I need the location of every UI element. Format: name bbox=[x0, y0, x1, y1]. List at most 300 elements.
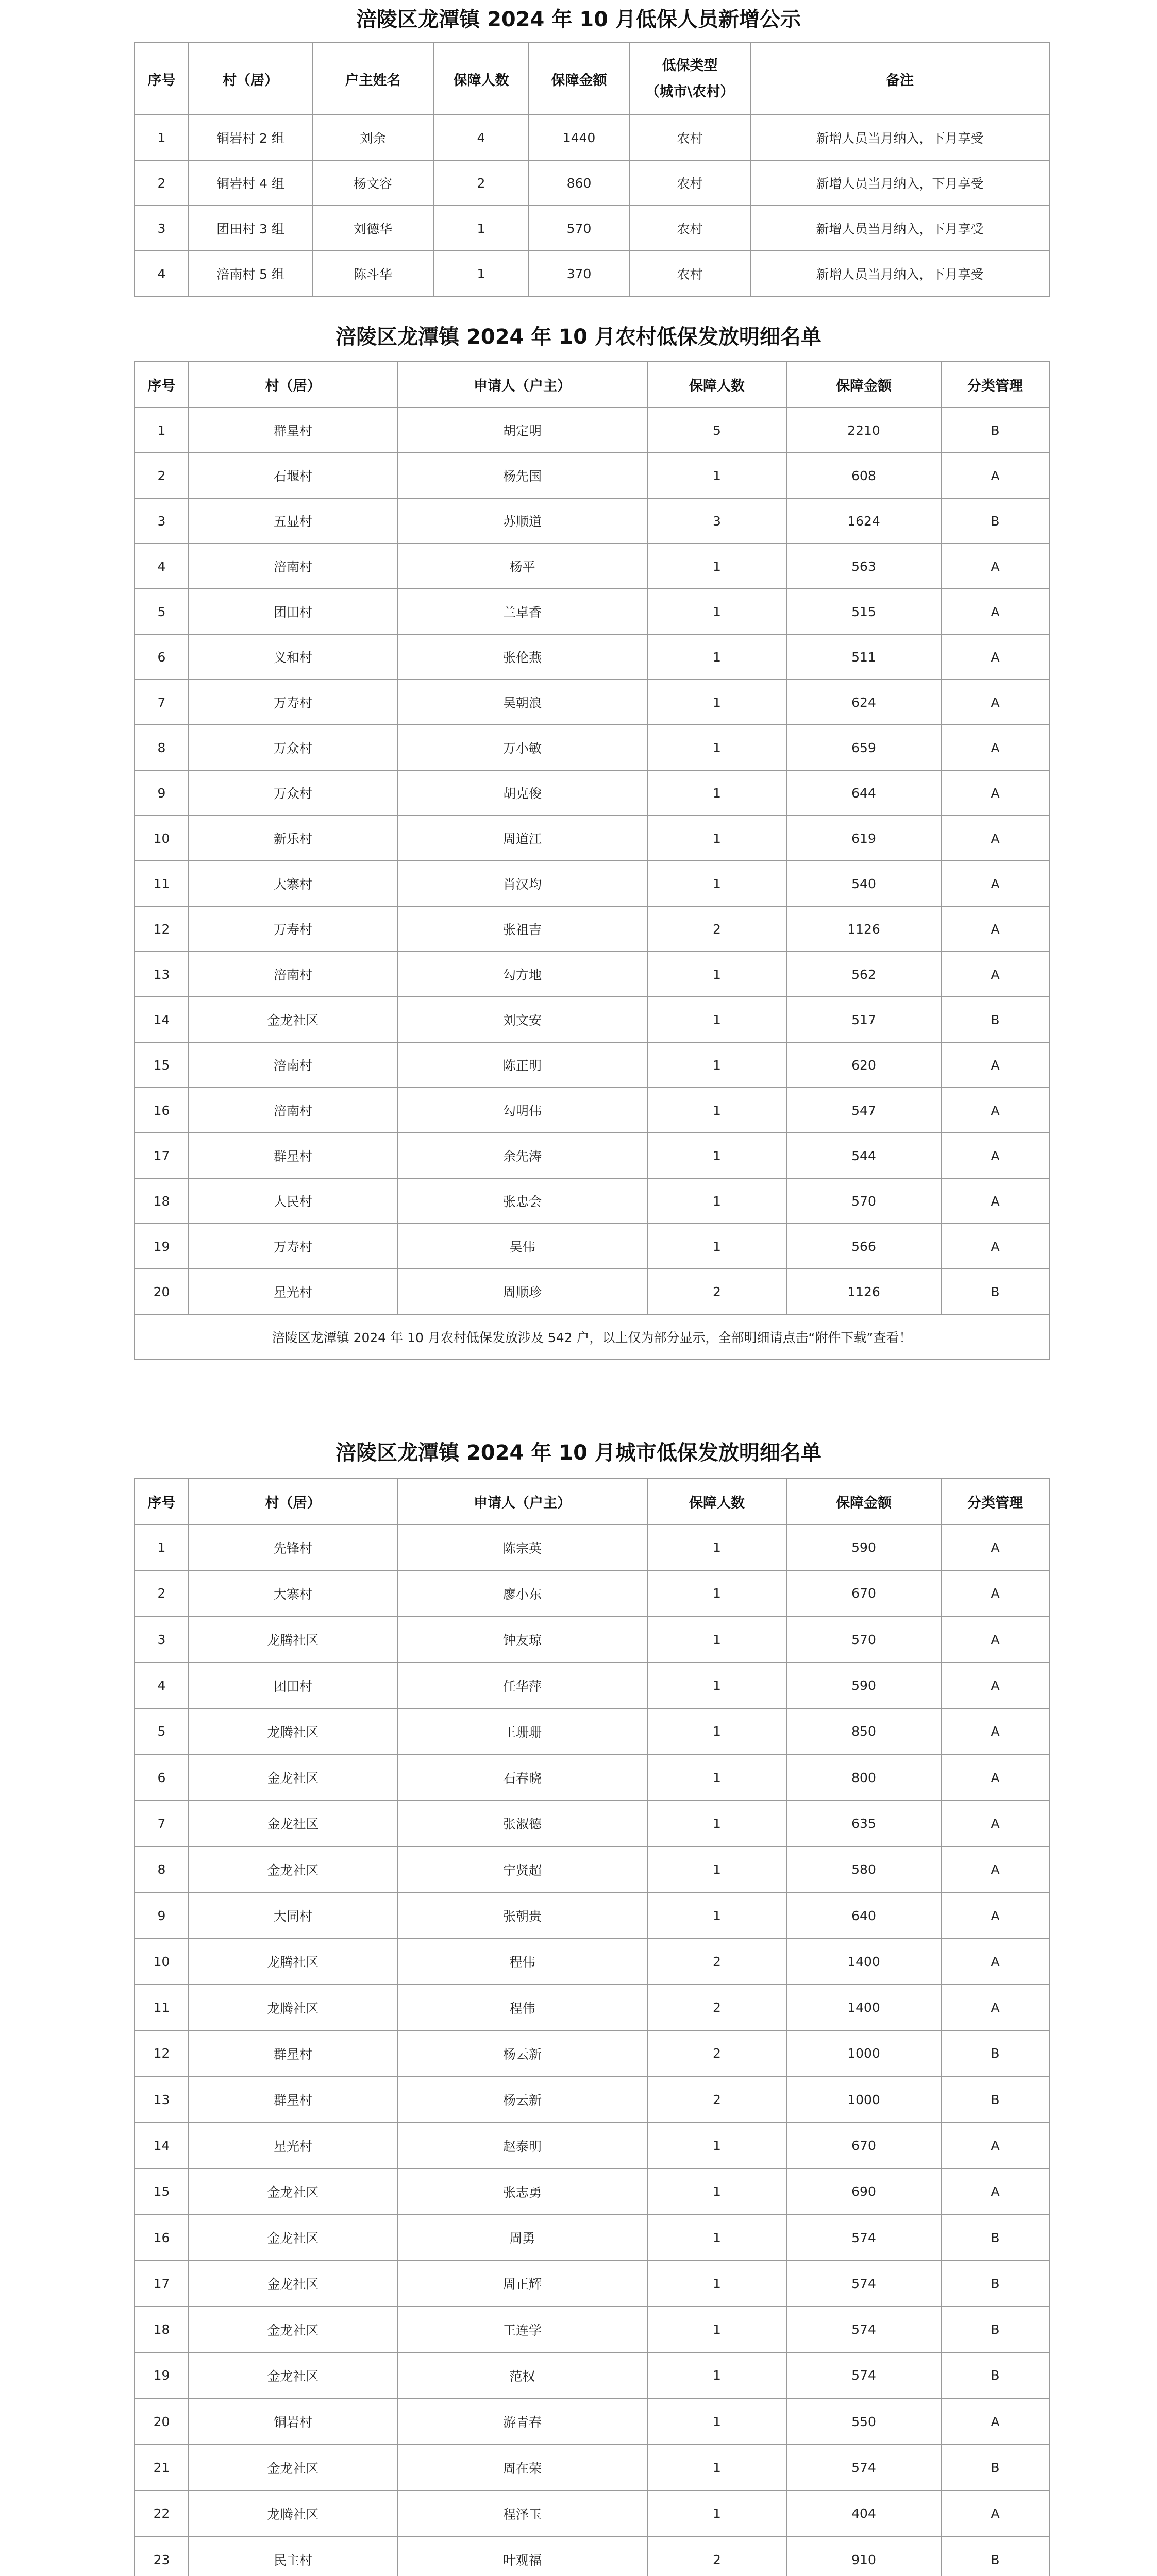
cell-applicant: 杨云新 bbox=[397, 2030, 647, 2076]
cell-amount: 640 bbox=[786, 1892, 941, 1938]
cell-index: 23 bbox=[135, 2537, 189, 2576]
cell-village: 涪南村 bbox=[189, 1042, 397, 1088]
cell-village: 人民村 bbox=[189, 1178, 397, 1224]
table-row bbox=[135, 206, 1049, 251]
cell-persons: 1 bbox=[647, 1133, 786, 1178]
cell-persons: 1 bbox=[647, 997, 786, 1042]
cell-index: 8 bbox=[135, 1846, 189, 1892]
cell-applicant: 勾方地 bbox=[397, 952, 647, 997]
cell-index: 20 bbox=[135, 2399, 189, 2445]
cell-category: A bbox=[941, 861, 1049, 906]
cell-amount: 574 bbox=[786, 2352, 941, 2398]
cell-remark: 新增人员当月纳入，下月享受 bbox=[750, 251, 1049, 296]
cell-amount: 619 bbox=[786, 816, 941, 861]
cell-category: A bbox=[941, 952, 1049, 997]
rural-footnote: 涪陵区龙潭镇 2024 年 10 月农村低保发放涉及 542 户，以上仅为部分显示，全部明细请点击“附件下载”查看！ bbox=[135, 1314, 1049, 1360]
cell-amount: 1000 bbox=[786, 2030, 941, 2076]
cell-persons: 1 bbox=[647, 1178, 786, 1224]
cell-category: A bbox=[941, 453, 1049, 498]
cell-persons: 1 bbox=[647, 1846, 786, 1892]
cell-village: 先锋村 bbox=[189, 1524, 397, 1570]
cell-persons: 5 bbox=[647, 408, 786, 453]
cell-village: 龙腾社区 bbox=[189, 2490, 397, 2536]
cell-amount: 860 bbox=[529, 160, 629, 206]
cell-index: 11 bbox=[135, 861, 189, 906]
header-type bbox=[629, 43, 750, 115]
urban-table bbox=[134, 1478, 1050, 2576]
header-index: 序号 bbox=[135, 43, 189, 115]
cell-persons: 1 bbox=[647, 1754, 786, 1800]
table-row bbox=[135, 680, 1049, 725]
cell-persons: 1 bbox=[647, 861, 786, 906]
cell-index: 15 bbox=[135, 2168, 189, 2214]
cell-applicant: 宁贤超 bbox=[397, 1846, 647, 1892]
cell-applicant: 周道江 bbox=[397, 816, 647, 861]
cell-village: 星光村 bbox=[189, 1269, 397, 1314]
cell-persons: 1 bbox=[647, 2123, 786, 2168]
header-village: 村（居） bbox=[189, 361, 397, 408]
cell-persons: 1 bbox=[433, 251, 529, 296]
cell-type: 农村 bbox=[629, 251, 750, 296]
cell-village: 群星村 bbox=[189, 2030, 397, 2076]
cell-index: 4 bbox=[135, 251, 189, 296]
cell-persons: 1 bbox=[647, 1570, 786, 1616]
cell-village: 大寨村 bbox=[189, 861, 397, 906]
cell-persons: 2 bbox=[647, 1939, 786, 1985]
cell-category: A bbox=[941, 2490, 1049, 2536]
cell-amount: 570 bbox=[786, 1617, 941, 1663]
cell-amount: 574 bbox=[786, 2214, 941, 2260]
table-row bbox=[135, 1269, 1049, 1314]
cell-persons: 2 bbox=[647, 1985, 786, 2030]
table-row bbox=[135, 1133, 1049, 1178]
cell-amount: 544 bbox=[786, 1133, 941, 1178]
cell-category: A bbox=[941, 1985, 1049, 2030]
cell-village: 铜岩村 bbox=[189, 2399, 397, 2445]
cell-applicant: 范权 bbox=[397, 2352, 647, 2398]
cell-category: A bbox=[941, 1042, 1049, 1088]
cell-village: 民主村 bbox=[189, 2537, 397, 2576]
cell-village: 涪南村 bbox=[189, 952, 397, 997]
cell-category: B bbox=[941, 2030, 1049, 2076]
cell-applicant: 周勇 bbox=[397, 2214, 647, 2260]
cell-amount: 690 bbox=[786, 2168, 941, 2214]
cell-persons: 1 bbox=[647, 2445, 786, 2490]
cell-remark: 新增人员当月纳入，下月享受 bbox=[750, 160, 1049, 206]
cell-village: 龙腾社区 bbox=[189, 1708, 397, 1754]
table-row bbox=[135, 498, 1049, 544]
cell-applicant: 程泽玉 bbox=[397, 2490, 647, 2536]
cell-persons: 1 bbox=[647, 725, 786, 770]
cell-village: 金龙社区 bbox=[189, 1846, 397, 1892]
cell-persons: 1 bbox=[647, 1708, 786, 1754]
table-row bbox=[135, 816, 1049, 861]
header-index: 序号 bbox=[135, 361, 189, 408]
cell-amount: 580 bbox=[786, 1846, 941, 1892]
table-row bbox=[135, 453, 1049, 498]
table-row bbox=[135, 1708, 1049, 1754]
cell-applicant: 任华萍 bbox=[397, 1663, 647, 1708]
cell-remark: 新增人员当月纳入，下月享受 bbox=[750, 115, 1049, 160]
cell-persons: 1 bbox=[647, 1088, 786, 1133]
cell-amount: 570 bbox=[529, 206, 629, 251]
cell-persons: 1 bbox=[647, 453, 786, 498]
table-row bbox=[135, 2030, 1049, 2076]
cell-index: 19 bbox=[135, 2352, 189, 2398]
cell-index: 3 bbox=[135, 498, 189, 544]
cell-category: A bbox=[941, 2399, 1049, 2445]
cell-index: 21 bbox=[135, 2445, 189, 2490]
cell-applicant: 苏顺道 bbox=[397, 498, 647, 544]
cell-persons: 1 bbox=[647, 1663, 786, 1708]
cell-amount: 2210 bbox=[786, 408, 941, 453]
cell-village: 龙腾社区 bbox=[189, 1617, 397, 1663]
cell-category: A bbox=[941, 770, 1049, 816]
cell-applicant: 周顺珍 bbox=[397, 1269, 647, 1314]
cell-applicant: 叶观福 bbox=[397, 2537, 647, 2576]
cell-index: 4 bbox=[135, 1663, 189, 1708]
cell-applicant: 杨平 bbox=[397, 544, 647, 589]
header-persons: 保障人数 bbox=[647, 361, 786, 408]
cell-amount: 566 bbox=[786, 1224, 941, 1269]
cell-index: 16 bbox=[135, 2214, 189, 2260]
cell-amount: 574 bbox=[786, 2307, 941, 2352]
table-row bbox=[135, 1570, 1049, 1616]
cell-applicant: 陈正明 bbox=[397, 1042, 647, 1088]
cell-category: B bbox=[941, 1269, 1049, 1314]
cell-category: A bbox=[941, 906, 1049, 952]
table-row bbox=[135, 2307, 1049, 2352]
cell-persons: 1 bbox=[647, 1224, 786, 1269]
cell-village: 星光村 bbox=[189, 2123, 397, 2168]
table-row bbox=[135, 2399, 1049, 2445]
cell-village: 涪南村 bbox=[189, 1088, 397, 1133]
cell-village: 金龙社区 bbox=[189, 2445, 397, 2490]
cell-category: A bbox=[941, 1178, 1049, 1224]
cell-persons: 1 bbox=[647, 2168, 786, 2214]
cell-village: 群星村 bbox=[189, 2077, 397, 2123]
cell-index: 1 bbox=[135, 115, 189, 160]
cell-index: 15 bbox=[135, 1042, 189, 1088]
cell-amount: 574 bbox=[786, 2261, 941, 2307]
table-row bbox=[135, 251, 1049, 296]
cell-category: A bbox=[941, 2123, 1049, 2168]
cell-persons: 1 bbox=[647, 544, 786, 589]
table-row bbox=[135, 1663, 1049, 1708]
cell-index: 12 bbox=[135, 906, 189, 952]
cell-applicant: 张伦燕 bbox=[397, 634, 647, 680]
cell-persons: 1 bbox=[647, 634, 786, 680]
header-amount: 保障金额 bbox=[786, 361, 941, 408]
cell-index: 18 bbox=[135, 2307, 189, 2352]
cell-index: 14 bbox=[135, 997, 189, 1042]
cell-index: 7 bbox=[135, 1801, 189, 1846]
cell-index: 14 bbox=[135, 2123, 189, 2168]
cell-amount: 1126 bbox=[786, 1269, 941, 1314]
header-category: 分类管理 bbox=[941, 361, 1049, 408]
cell-persons: 1 bbox=[647, 2399, 786, 2445]
cell-applicant: 张朝贵 bbox=[397, 1892, 647, 1938]
cell-village: 万寿村 bbox=[189, 906, 397, 952]
cell-applicant: 石春晓 bbox=[397, 1754, 647, 1800]
cell-village: 大寨村 bbox=[189, 1570, 397, 1616]
cell-amount: 659 bbox=[786, 725, 941, 770]
cell-applicant: 杨先国 bbox=[397, 453, 647, 498]
cell-village: 团田村 bbox=[189, 589, 397, 634]
new-recipients-table bbox=[134, 42, 1050, 297]
cell-applicant: 张祖吉 bbox=[397, 906, 647, 952]
cell-persons: 1 bbox=[647, 1524, 786, 1570]
cell-category: B bbox=[941, 498, 1049, 544]
new-recipients-title: 涪陵区龙潭镇 2024 年 10 月低保人员新增公示 bbox=[356, 8, 801, 31]
cell-category: A bbox=[941, 634, 1049, 680]
cell-amount: 570 bbox=[786, 1178, 941, 1224]
cell-category: A bbox=[941, 1754, 1049, 1800]
cell-village: 涪南村 5 组 bbox=[189, 251, 312, 296]
cell-category: B bbox=[941, 408, 1049, 453]
rural-table-title: 涪陵区龙潭镇 2024 年 10 月农村低保发放明细名单 bbox=[336, 325, 821, 349]
cell-village: 金龙社区 bbox=[189, 1754, 397, 1800]
table-row bbox=[135, 952, 1049, 997]
table-row bbox=[135, 2352, 1049, 2398]
cell-category: B bbox=[941, 2307, 1049, 2352]
cell-applicant: 胡定明 bbox=[397, 408, 647, 453]
cell-persons: 1 bbox=[647, 1892, 786, 1938]
cell-amount: 910 bbox=[786, 2537, 941, 2576]
cell-index: 1 bbox=[135, 408, 189, 453]
urban-table-title: 涪陵区龙潭镇 2024 年 10 月城市低保发放明细名单 bbox=[336, 1441, 821, 1465]
table-row bbox=[135, 160, 1049, 206]
cell-householder: 陈斗华 bbox=[312, 251, 433, 296]
cell-index: 5 bbox=[135, 1708, 189, 1754]
cell-index: 4 bbox=[135, 544, 189, 589]
table-row bbox=[135, 1846, 1049, 1892]
cell-type: 农村 bbox=[629, 206, 750, 251]
cell-village: 团田村 3 组 bbox=[189, 206, 312, 251]
table-row bbox=[135, 1939, 1049, 1985]
cell-persons: 1 bbox=[433, 206, 529, 251]
cell-persons: 2 bbox=[647, 1269, 786, 1314]
cell-category: A bbox=[941, 1708, 1049, 1754]
cell-index: 9 bbox=[135, 1892, 189, 1938]
table-row bbox=[135, 1754, 1049, 1800]
cell-index: 17 bbox=[135, 1133, 189, 1178]
cell-index: 1 bbox=[135, 1524, 189, 1570]
cell-index: 18 bbox=[135, 1178, 189, 1224]
cell-applicant: 陈宗英 bbox=[397, 1524, 647, 1570]
cell-index: 3 bbox=[135, 206, 189, 251]
cell-village: 金龙社区 bbox=[189, 2214, 397, 2260]
cell-category: B bbox=[941, 2445, 1049, 2490]
cell-index: 2 bbox=[135, 453, 189, 498]
cell-applicant: 勾明伟 bbox=[397, 1088, 647, 1133]
table-row bbox=[135, 2445, 1049, 2490]
table-row bbox=[135, 634, 1049, 680]
cell-amount: 1440 bbox=[529, 115, 629, 160]
cell-applicant: 张志勇 bbox=[397, 2168, 647, 2214]
cell-applicant: 周正辉 bbox=[397, 2261, 647, 2307]
cell-village: 金龙社区 bbox=[189, 2352, 397, 2398]
cell-village: 群星村 bbox=[189, 408, 397, 453]
cell-amount: 670 bbox=[786, 1570, 941, 1616]
cell-amount: 1000 bbox=[786, 2077, 941, 2123]
cell-amount: 590 bbox=[786, 1663, 941, 1708]
cell-village: 铜岩村 4 组 bbox=[189, 160, 312, 206]
table-row bbox=[135, 1178, 1049, 1224]
cell-amount: 620 bbox=[786, 1042, 941, 1088]
cell-applicant: 张忠会 bbox=[397, 1178, 647, 1224]
cell-applicant: 肖汉均 bbox=[397, 861, 647, 906]
cell-village: 五显村 bbox=[189, 498, 397, 544]
header-category: 分类管理 bbox=[941, 1478, 1049, 1524]
header-type-line1: 低保类型 bbox=[662, 57, 718, 74]
cell-amount: 517 bbox=[786, 997, 941, 1042]
cell-applicant: 万小敏 bbox=[397, 725, 647, 770]
cell-amount: 624 bbox=[786, 680, 941, 725]
cell-amount: 511 bbox=[786, 634, 941, 680]
cell-category: B bbox=[941, 2352, 1049, 2398]
cell-category: A bbox=[941, 589, 1049, 634]
table-row bbox=[135, 115, 1049, 160]
cell-persons: 1 bbox=[647, 1801, 786, 1846]
cell-village: 义和村 bbox=[189, 634, 397, 680]
table-row bbox=[135, 1524, 1049, 1570]
cell-persons: 2 bbox=[647, 2077, 786, 2123]
cell-persons: 1 bbox=[647, 770, 786, 816]
cell-amount: 574 bbox=[786, 2445, 941, 2490]
cell-persons: 3 bbox=[647, 498, 786, 544]
cell-type: 农村 bbox=[629, 160, 750, 206]
cell-village: 龙腾社区 bbox=[189, 1985, 397, 2030]
cell-amount: 404 bbox=[786, 2490, 941, 2536]
cell-persons: 2 bbox=[433, 160, 529, 206]
cell-amount: 800 bbox=[786, 1754, 941, 1800]
cell-village: 万众村 bbox=[189, 725, 397, 770]
table-row bbox=[135, 1224, 1049, 1269]
cell-category: A bbox=[941, 1846, 1049, 1892]
cell-category: A bbox=[941, 2168, 1049, 2214]
table-row bbox=[135, 544, 1049, 589]
cell-category: A bbox=[941, 1224, 1049, 1269]
cell-amount: 563 bbox=[786, 544, 941, 589]
cell-householder: 杨文容 bbox=[312, 160, 433, 206]
rural-table bbox=[134, 361, 1050, 1360]
cell-amount: 644 bbox=[786, 770, 941, 816]
cell-index: 10 bbox=[135, 816, 189, 861]
table-row bbox=[135, 1042, 1049, 1088]
header-amount: 保障金额 bbox=[529, 43, 629, 115]
cell-category: A bbox=[941, 1939, 1049, 1985]
cell-amount: 547 bbox=[786, 1088, 941, 1133]
cell-applicant: 游青春 bbox=[397, 2399, 647, 2445]
cell-amount: 550 bbox=[786, 2399, 941, 2445]
cell-persons: 1 bbox=[647, 589, 786, 634]
cell-amount: 540 bbox=[786, 861, 941, 906]
table-row bbox=[135, 2123, 1049, 2168]
cell-category: A bbox=[941, 1801, 1049, 1846]
cell-applicant: 张淑德 bbox=[397, 1801, 647, 1846]
urban-table-body bbox=[135, 1524, 1049, 2576]
cell-index: 20 bbox=[135, 1269, 189, 1314]
cell-village: 新乐村 bbox=[189, 816, 397, 861]
table-row bbox=[135, 1617, 1049, 1663]
cell-village: 万寿村 bbox=[189, 680, 397, 725]
cell-persons: 1 bbox=[647, 2307, 786, 2352]
cell-index: 8 bbox=[135, 725, 189, 770]
footnote-row bbox=[135, 1314, 1049, 1360]
cell-applicant: 赵泰明 bbox=[397, 2123, 647, 2168]
table-row bbox=[135, 1892, 1049, 1938]
cell-category: A bbox=[941, 1892, 1049, 1938]
cell-applicant: 胡克俊 bbox=[397, 770, 647, 816]
table-row bbox=[135, 1801, 1049, 1846]
cell-category: B bbox=[941, 997, 1049, 1042]
cell-index: 13 bbox=[135, 2077, 189, 2123]
cell-persons: 1 bbox=[647, 2352, 786, 2398]
header-persons: 保障人数 bbox=[433, 43, 529, 115]
cell-amount: 515 bbox=[786, 589, 941, 634]
cell-applicant: 廖小东 bbox=[397, 1570, 647, 1616]
cell-applicant: 周在荣 bbox=[397, 2445, 647, 2490]
header-village: 村（居） bbox=[189, 43, 312, 115]
cell-persons: 1 bbox=[647, 2214, 786, 2260]
header-amount: 保障金额 bbox=[786, 1478, 941, 1524]
cell-village: 金龙社区 bbox=[189, 2307, 397, 2352]
cell-householder: 刘德华 bbox=[312, 206, 433, 251]
cell-village: 石堰村 bbox=[189, 453, 397, 498]
header-village: 村（居） bbox=[189, 1478, 397, 1524]
cell-category: A bbox=[941, 1524, 1049, 1570]
header-householder: 户主姓名 bbox=[312, 43, 433, 115]
cell-category: A bbox=[941, 680, 1049, 725]
cell-index: 9 bbox=[135, 770, 189, 816]
cell-village: 金龙社区 bbox=[189, 997, 397, 1042]
cell-persons: 1 bbox=[647, 952, 786, 997]
cell-applicant: 钟友琼 bbox=[397, 1617, 647, 1663]
cell-village: 金龙社区 bbox=[189, 2168, 397, 2214]
cell-index: 19 bbox=[135, 1224, 189, 1269]
cell-index: 13 bbox=[135, 952, 189, 997]
cell-persons: 2 bbox=[647, 2030, 786, 2076]
cell-applicant: 杨云新 bbox=[397, 2077, 647, 2123]
table-row bbox=[135, 861, 1049, 906]
cell-index: 2 bbox=[135, 1570, 189, 1616]
cell-village: 大同村 bbox=[189, 1892, 397, 1938]
cell-category: A bbox=[941, 816, 1049, 861]
cell-amount: 670 bbox=[786, 2123, 941, 2168]
table-row bbox=[135, 2214, 1049, 2260]
cell-persons: 1 bbox=[647, 680, 786, 725]
cell-applicant: 刘文安 bbox=[397, 997, 647, 1042]
cell-amount: 635 bbox=[786, 1801, 941, 1846]
cell-amount: 608 bbox=[786, 453, 941, 498]
cell-persons: 1 bbox=[647, 2490, 786, 2536]
cell-amount: 590 bbox=[786, 1524, 941, 1570]
cell-category: A bbox=[941, 1088, 1049, 1133]
cell-category: B bbox=[941, 2077, 1049, 2123]
cell-applicant: 王珊珊 bbox=[397, 1708, 647, 1754]
table-row bbox=[135, 725, 1049, 770]
header-applicant: 申请人（户主） bbox=[397, 1478, 647, 1524]
cell-category: B bbox=[941, 2537, 1049, 2576]
cell-amount: 850 bbox=[786, 1708, 941, 1754]
cell-persons: 1 bbox=[647, 816, 786, 861]
cell-village: 龙腾社区 bbox=[189, 1939, 397, 1985]
cell-village: 万寿村 bbox=[189, 1224, 397, 1269]
header-index: 序号 bbox=[135, 1478, 189, 1524]
header-remark: 备注 bbox=[750, 43, 1049, 115]
cell-village: 涪南村 bbox=[189, 544, 397, 589]
